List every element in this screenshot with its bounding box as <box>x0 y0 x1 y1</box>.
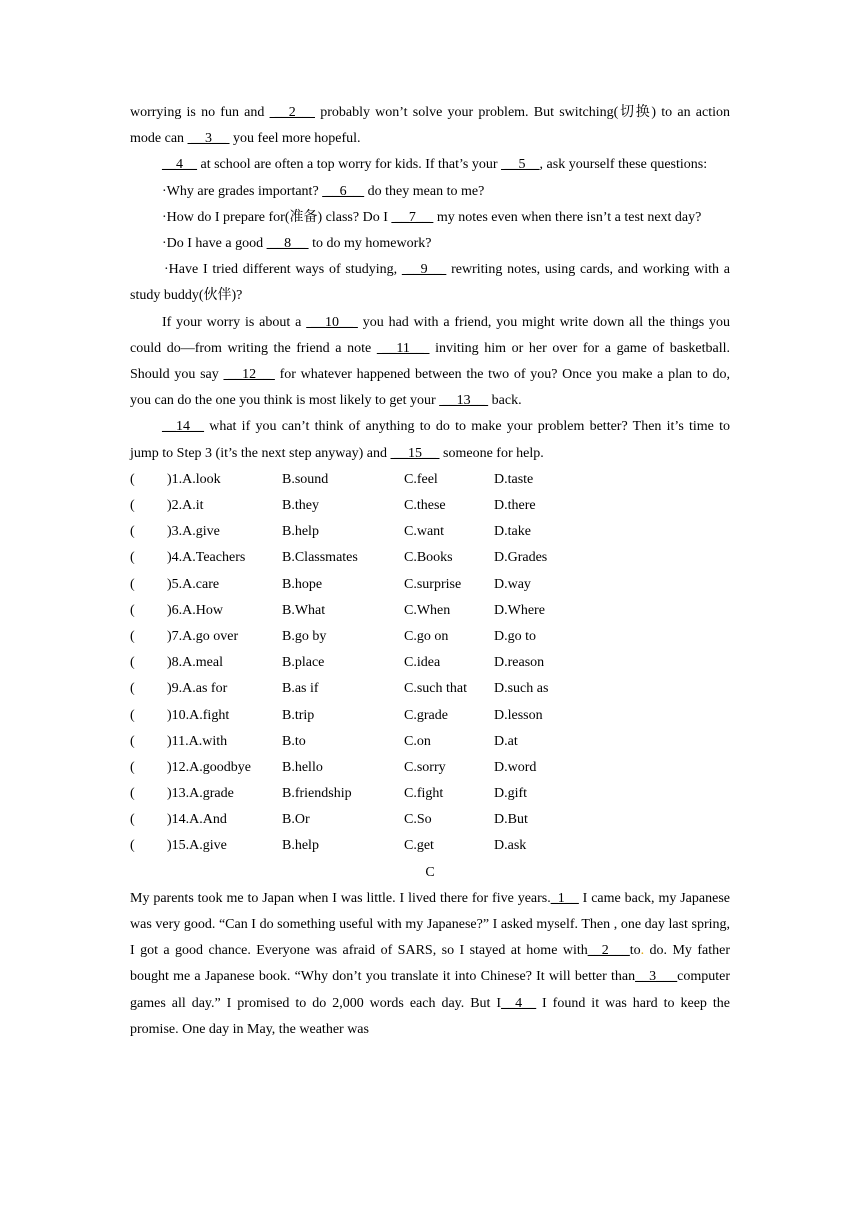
text: you had with a friend, you might write down all the things you could do—from writing the friend a note <box>130 314 731 356</box>
text: rewriting notes, using cards, and working with a study buddy(伙伴)? <box>130 262 731 304</box>
option-d: D.there <box>494 498 536 514</box>
answer-paren: ( <box>130 707 135 723</box>
option-b: B.as if <box>282 681 319 697</box>
option-b: B.Or <box>282 812 310 828</box>
option-a: )2.A.it <box>167 498 204 514</box>
option-row <box>130 781 730 807</box>
answer-paren: ( <box>130 733 135 749</box>
answer-paren: ( <box>130 655 135 671</box>
option-a: )6.A.How <box>167 602 223 618</box>
answer-paren: ( <box>130 759 135 775</box>
answer-paren: ( <box>130 681 135 697</box>
blank-2: __2__ <box>269 105 315 120</box>
option-c: C.surprise <box>404 576 462 592</box>
option-b: B.hope <box>282 576 323 592</box>
option-a: )4.A.Teachers <box>167 550 246 566</box>
text: to <box>629 943 641 959</box>
text: My parents took me to Japan when I was little. I lived there for five years. <box>130 890 551 906</box>
option-d: D.Where <box>494 602 545 618</box>
option-row <box>130 572 730 598</box>
option-row <box>130 650 730 676</box>
option-a: )3.A.give <box>167 524 220 540</box>
question-3 <box>130 231 730 257</box>
blank-4: __4__ <box>162 157 197 173</box>
option-row <box>130 676 730 702</box>
text: what if you can’t think of anything to do to make your problem better? Then it’s time to jump to Step 3 (it’s the next step anyway) and <box>130 419 730 461</box>
text: my notes even when there isn’t a test next day? <box>433 209 702 225</box>
option-b: B.they <box>282 498 319 514</box>
blank-c-4: __4__ <box>501 995 537 1011</box>
answer-paren: ( <box>130 550 135 566</box>
option-a: )7.A.go over <box>167 628 239 644</box>
text: do they mean to me? <box>364 183 485 199</box>
option-b: B.trip <box>282 707 315 723</box>
answer-paren: ( <box>130 786 135 802</box>
question-4 <box>130 257 730 309</box>
answer-paren: ( <box>130 628 135 644</box>
option-d: D.word <box>494 759 537 775</box>
option-c: C.on <box>404 733 431 749</box>
option-a: )9.A.as for <box>167 681 228 697</box>
text: inviting him or her over for a game of basketball. Should you say <box>130 340 731 383</box>
blank-7: __7__ <box>391 209 434 225</box>
text: , ask yourself these questions: <box>539 157 708 173</box>
option-row <box>130 755 730 781</box>
text: ·Do I have a good <box>162 236 267 252</box>
answer-paren: ( <box>130 602 135 618</box>
text: at school are often a top worry for kids. If that’s your <box>197 157 502 173</box>
blank-3: __3__ <box>187 131 230 147</box>
option-d: D.take <box>494 524 531 540</box>
option-c: C.go on <box>404 628 449 644</box>
section-c-heading: C <box>425 864 435 880</box>
text: you feel more hopeful. <box>229 131 361 147</box>
text: for whatever happened between the two of you? Once you make a plan to do, you can do the one you think is most likely to get your <box>130 367 730 409</box>
option-d: D.lesson <box>494 707 543 723</box>
text: ·Why are grades important? <box>162 183 323 199</box>
blank-9: __9__ <box>401 262 447 278</box>
text: ·Have I tried different ways of studying, <box>164 262 402 278</box>
text: back. <box>488 393 522 409</box>
text: computer games all day.” I promised to do 2,000 words each day. But I <box>130 969 730 1011</box>
option-row <box>130 624 730 650</box>
option-a: )11.A.with <box>167 733 228 749</box>
option-c: C.grade <box>404 707 448 723</box>
option-d: D.gift <box>494 786 528 802</box>
passage-c-paragraph <box>130 886 730 1043</box>
option-row <box>130 467 730 493</box>
option-c: C.Books <box>404 550 453 566</box>
passage-b-paragraph-3 <box>130 310 730 415</box>
answer-paren: ( <box>130 576 135 592</box>
text: worrying is no fun and <box>130 105 270 120</box>
option-c: C.feel <box>404 471 438 487</box>
answer-paren: ( <box>130 812 135 828</box>
blank-c-3: __3___ <box>635 969 678 985</box>
blank-14: __14__ <box>162 419 204 435</box>
blank-15: __15__ <box>390 445 440 461</box>
option-c: C.When <box>404 602 451 618</box>
text: to do my homework? <box>308 236 432 252</box>
answer-paren: ( <box>130 471 135 487</box>
option-d: D.at <box>494 733 518 749</box>
blank-11: __11__ <box>376 340 430 356</box>
option-b: B.to <box>282 733 306 749</box>
blank-12: __12__ <box>223 367 275 383</box>
passage-b-paragraph-2 <box>130 152 730 178</box>
passage-b-paragraph-1 <box>130 100 730 152</box>
option-b: B.sound <box>282 471 329 487</box>
text: If your worry is about a <box>162 314 307 330</box>
option-a: )5.A.care <box>167 576 220 592</box>
blank-13: __13__ <box>439 393 489 409</box>
answer-paren: ( <box>130 838 135 854</box>
option-d: D.Grades <box>494 550 548 566</box>
option-row <box>130 545 730 571</box>
option-d: D.way <box>494 576 531 592</box>
option-row <box>130 833 730 859</box>
blank-c-2: __2___ <box>587 943 630 959</box>
option-b: B.What <box>282 602 326 618</box>
option-b: B.hello <box>282 759 323 775</box>
option-row <box>130 598 730 624</box>
option-c: C.sorry <box>404 759 446 775</box>
option-row <box>130 703 730 729</box>
option-b: B.help <box>282 524 319 540</box>
option-c: C.So <box>404 812 432 828</box>
answer-paren: ( <box>130 498 135 514</box>
question-2 <box>130 205 730 231</box>
option-b: B.place <box>282 655 325 671</box>
option-a: )10.A.fight <box>167 707 230 723</box>
option-d: D.ask <box>494 838 527 854</box>
option-d: D.such as <box>494 681 549 697</box>
option-c: C.fight <box>404 786 444 802</box>
option-row <box>130 729 730 755</box>
text: I found it was hard to keep the promise. One day in May, the weather was <box>130 995 730 1037</box>
text: do. My father bought me a Japanese book. “Why don’t you translate it into Chinese? It will better than <box>130 943 730 985</box>
option-c: C.such that <box>404 681 467 697</box>
option-c: C.want <box>404 524 445 540</box>
option-a: )12.A.goodbye <box>167 759 251 775</box>
option-d: D.go to <box>494 628 536 644</box>
option-c: C.get <box>404 838 434 854</box>
question-1 <box>130 179 730 205</box>
blank-10: __10__ <box>306 314 358 330</box>
document-page <box>130 100 730 1043</box>
answer-paren: ( <box>130 524 135 540</box>
option-d: D.taste <box>494 471 534 487</box>
option-b: B.friendship <box>282 786 352 802</box>
option-c: C.these <box>404 498 446 514</box>
option-row <box>130 493 730 519</box>
option-a: )13.A.grade <box>167 786 234 802</box>
text: probably won’t solve your problem. But switching(切换) to an action mode can <box>130 105 730 147</box>
answer-options <box>130 467 730 860</box>
text: ·How do I prepare for(准备) class? Do I <box>162 209 392 225</box>
option-b: B.go by <box>282 628 327 644</box>
text: someone for help. <box>439 445 544 461</box>
option-a: )14.A.And <box>167 812 227 828</box>
blank-6: __6__ <box>322 183 365 199</box>
stray-mark: . <box>640 943 645 959</box>
blank-8: __8__ <box>266 236 309 252</box>
option-a: )15.A.give <box>167 838 227 854</box>
option-c: C.idea <box>404 655 441 671</box>
option-a: )1.A.look <box>167 471 221 487</box>
text: I came back, my Japanese was very good. “Can I do something useful with my Japanese?” I asked myself. Then , one day last spring, I got a good chance. Everyone was afraid of SARS, so I stayed at home with <box>130 890 730 959</box>
option-b: B.Classmates <box>282 550 358 566</box>
blank-5: __5__ <box>501 157 540 173</box>
option-row <box>130 519 730 545</box>
blank-c-1: _1__ <box>550 890 579 906</box>
option-b: B.help <box>282 838 319 854</box>
option-d: D.But <box>494 812 528 828</box>
option-row <box>130 807 730 833</box>
option-a: )8.A.meal <box>167 655 223 671</box>
option-d: D.reason <box>494 655 545 671</box>
passage-b-paragraph-4 <box>130 414 730 466</box>
